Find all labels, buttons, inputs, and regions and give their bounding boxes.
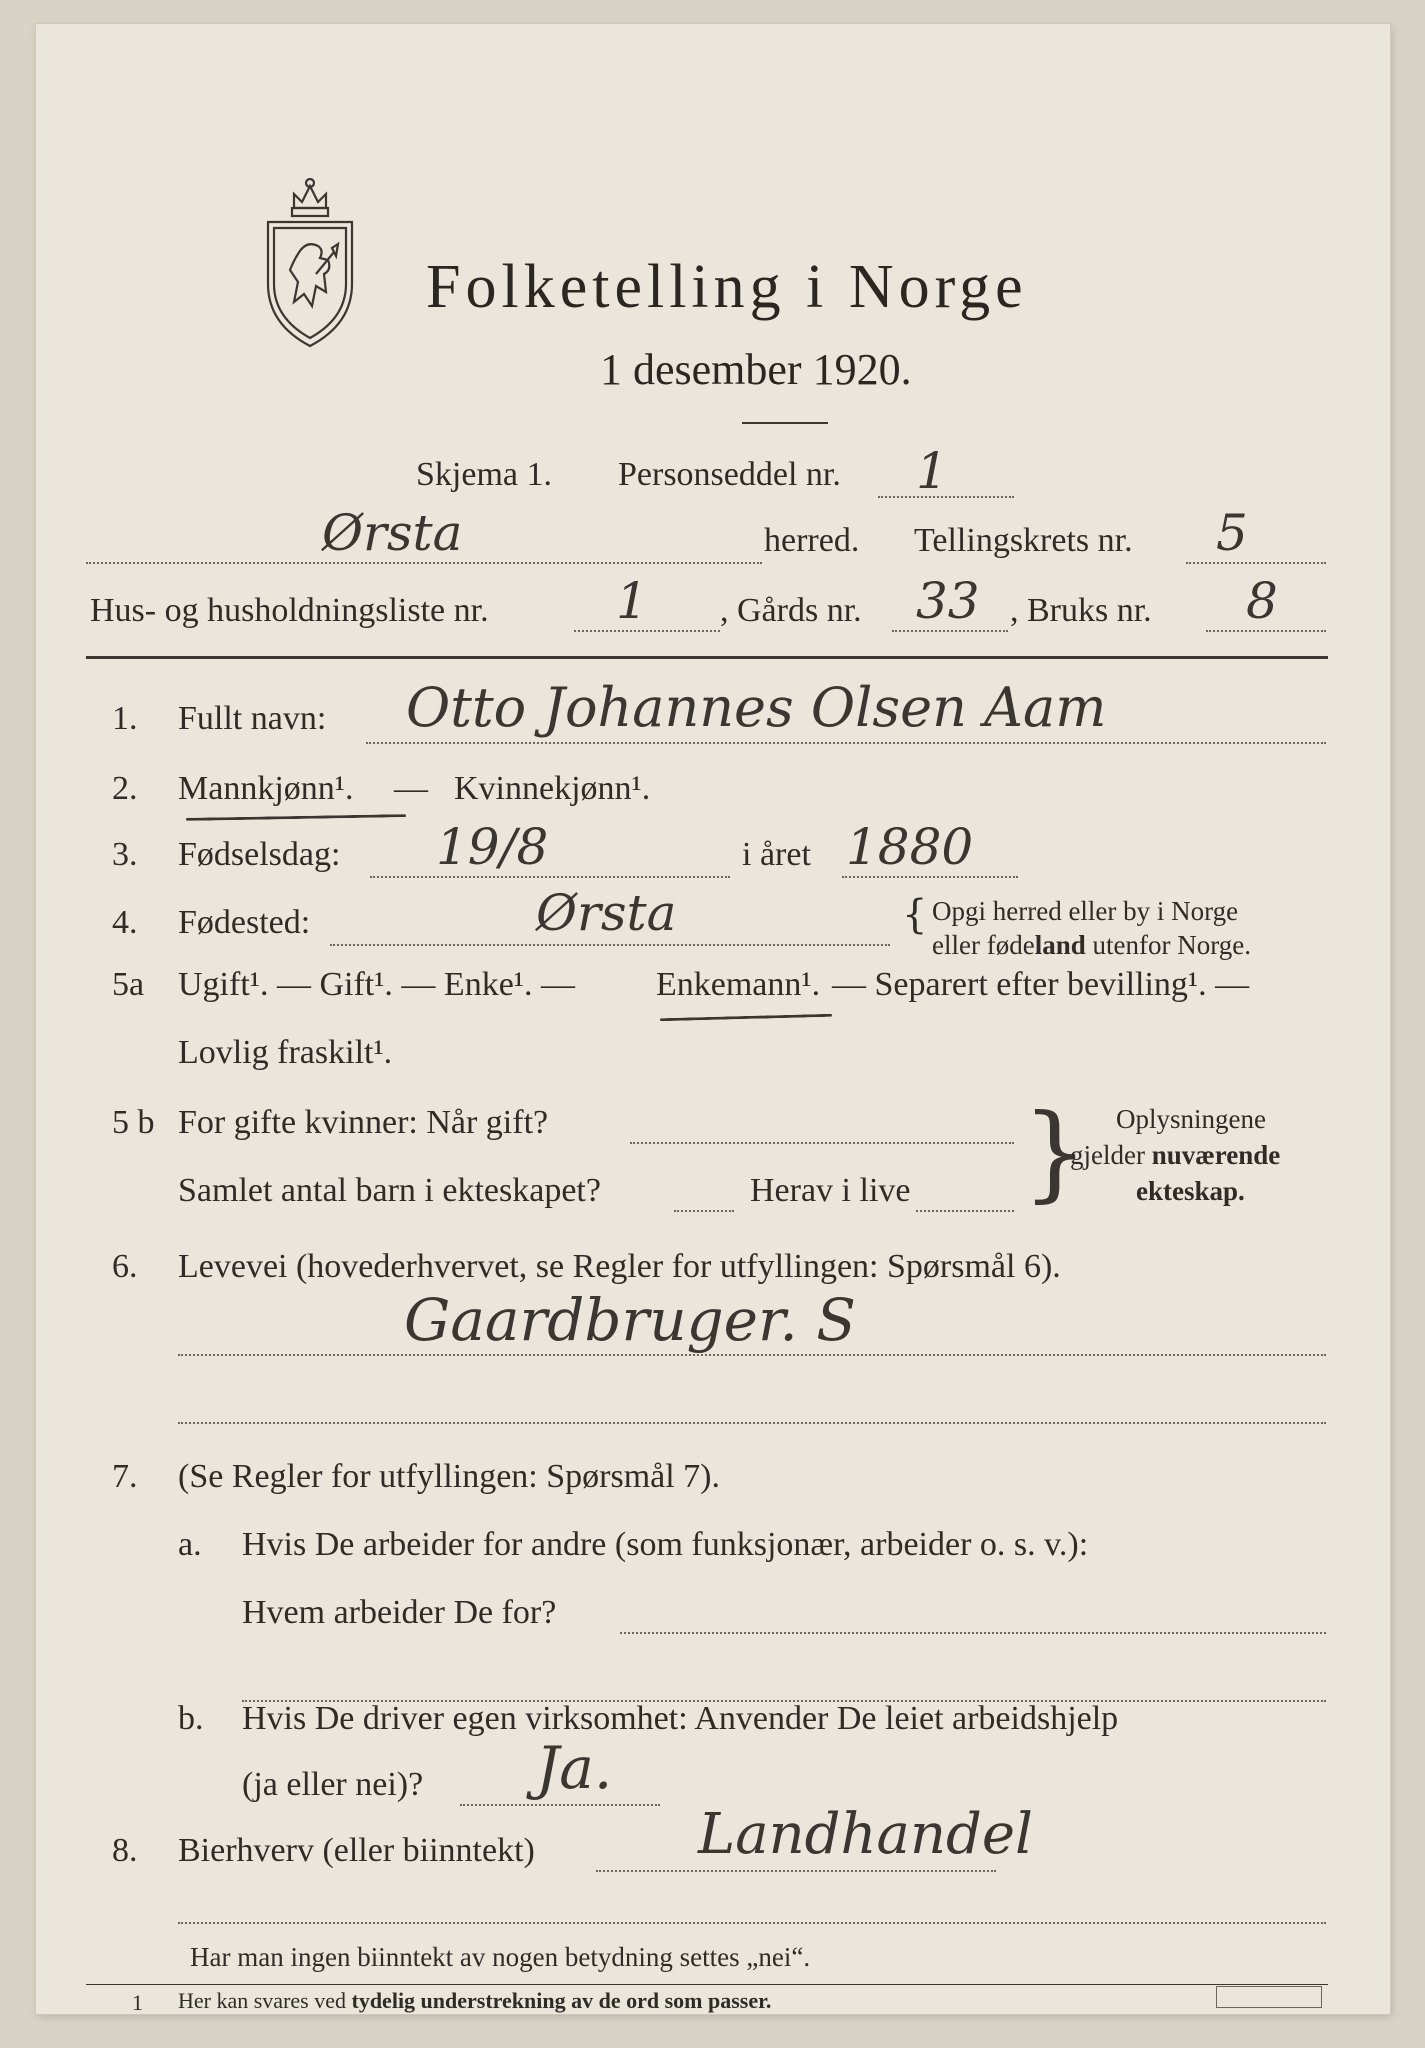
q5b-children-label: Samlet antal barn i ekteskapet? — [178, 1172, 601, 1209]
gards-value: 33 — [916, 572, 980, 630]
q5b-dots-3 — [916, 1210, 1014, 1212]
q6-label: Levevei (hovederhvervet, se Regler for utfyllingen: Spørsmål 6). — [178, 1248, 1061, 1285]
footer-rule — [86, 1984, 1328, 1985]
q2-sep: — — [394, 770, 428, 807]
personseddel-label: Personseddel nr. — [618, 456, 841, 493]
q3-dots — [370, 876, 730, 878]
q7a-label: Hvis De arbeider for andre (som funksjonær, arbeider o. s. v.): — [242, 1526, 1089, 1563]
q3-number: 3. — [112, 836, 138, 873]
header-rule — [86, 656, 1328, 659]
q5b-note-3: ekteskap. — [1136, 1176, 1245, 1206]
q6-dots-2 — [178, 1422, 1326, 1424]
q4-note-2: eller fødeland utenfor Norge. — [932, 930, 1251, 960]
printer-mark-box — [1216, 1986, 1322, 2008]
q5a-options-b: — Separert efter bevilling¹. — — [832, 966, 1250, 1003]
q5b-note-1: Oplysningene — [1116, 1104, 1266, 1134]
bruks-value: 8 — [1246, 572, 1278, 630]
q5a-number: 5a — [112, 966, 145, 1003]
q8-number: 8. — [112, 1832, 138, 1869]
bruks-label: , Bruks nr. — [1010, 592, 1152, 629]
household-list-dots — [574, 630, 720, 632]
q8-dots-2 — [178, 1922, 1326, 1924]
herred-label: herred. — [764, 522, 860, 559]
household-list-label: Hus- og husholdningsliste nr. — [90, 592, 489, 629]
footnote-text: Her kan svares ved tydelig understrekning av de ord som passer. — [178, 1988, 772, 2013]
q4-brace: { — [902, 892, 928, 938]
census-form-sheet — [36, 24, 1390, 2014]
q6-dots-1 — [178, 1354, 1326, 1356]
krets-dots — [1186, 562, 1326, 564]
q5b-note-2: gjelder nuværende — [1070, 1140, 1281, 1170]
household-list-value: 1 — [616, 572, 648, 630]
q1-number: 1. — [112, 700, 138, 737]
q7b-label: Hvis De driver egen virksomhet: Anvender De leiet arbeidshjelp — [242, 1700, 1119, 1737]
q1-dots — [366, 742, 1326, 744]
q2-male: Mannkjønn¹. — [178, 770, 354, 807]
personseddel-value: 1 — [916, 442, 948, 500]
birthday-value: 19/8 — [436, 818, 549, 876]
q5a-line-2: Lovlig fraskilt¹. — [178, 1034, 393, 1071]
q5b-dots-1 — [630, 1142, 1014, 1144]
q7a-number: a. — [178, 1526, 202, 1563]
q7a-question: Hvem arbeider De for? — [242, 1594, 557, 1631]
q7b-dots — [460, 1804, 660, 1806]
enkemann-underline — [660, 1014, 832, 1022]
schema-label: Skjema 1. — [416, 456, 552, 493]
full-name-value: Otto Johannes Olsen Aam — [406, 676, 1107, 739]
q5a-options-a: Ugift¹. — Gift¹. — Enke¹. — — [178, 966, 575, 1003]
gards-dots — [892, 630, 1008, 632]
q6-number: 6. — [112, 1248, 138, 1285]
q2-number: 2. — [112, 770, 138, 807]
q4-label: Fødested: — [178, 904, 311, 941]
q1-label: Fullt navn: — [178, 700, 327, 737]
q4-number: 4. — [112, 904, 138, 941]
birthplace-value: Ørsta — [536, 884, 677, 942]
side-occupation-value: Landhandel — [698, 1802, 1033, 1867]
q5b-label: For gifte kvinner: Når gift? — [178, 1104, 549, 1141]
q5a-enkemann: Enkemann¹. — [656, 966, 821, 1003]
bruks-dots — [1206, 630, 1326, 632]
gards-label: , Gårds nr. — [720, 592, 862, 629]
q4-dots — [330, 944, 890, 946]
q4-note-1: Opgi herred eller by i Norge — [932, 896, 1239, 926]
form-title: Folketelling i Norge — [426, 253, 1028, 321]
q7b-value: Ja. — [536, 1734, 613, 1802]
q3-year-label: i året — [742, 836, 811, 873]
q7-label: (Se Regler for utfyllingen: Spørsmål 7). — [178, 1458, 721, 1495]
birth-year-value: 1880 — [846, 818, 974, 876]
q7b-question: (ja eller nei)? — [242, 1766, 424, 1803]
q3-label: Fødselsdag: — [178, 836, 341, 873]
q5b-brace: } — [1022, 1091, 1089, 1213]
q5b-herav: Herav i live — [750, 1172, 911, 1209]
herred-value: Ørsta — [322, 504, 463, 562]
herred-dots — [86, 562, 762, 564]
occupation-value: Gaardbruger. S — [404, 1286, 856, 1354]
q8-label: Bierhverv (eller biinntekt) — [178, 1832, 535, 1869]
title-divider — [742, 422, 828, 424]
male-underline — [186, 814, 406, 821]
q5b-number: 5 b — [112, 1104, 155, 1141]
q2-female: Kvinnekjønn¹. — [454, 770, 651, 807]
footnote-mark: 1 — [132, 1990, 143, 2015]
footer-note: Har man ingen biinntekt av nogen betydning settes „nei“. — [190, 1942, 811, 1972]
krets-value: 5 — [1216, 504, 1248, 562]
q8-dots — [596, 1870, 996, 1872]
q5b-dots-2 — [674, 1210, 734, 1212]
census-date: 1 desember 1920. — [600, 345, 912, 394]
q3-year-dots — [842, 876, 1018, 878]
krets-label: Tellingskrets nr. — [914, 522, 1133, 559]
q7-number: 7. — [112, 1458, 138, 1495]
q7b-number: b. — [178, 1700, 204, 1737]
q7a-dots-1 — [620, 1632, 1326, 1634]
coat-of-arms-icon — [254, 174, 366, 350]
